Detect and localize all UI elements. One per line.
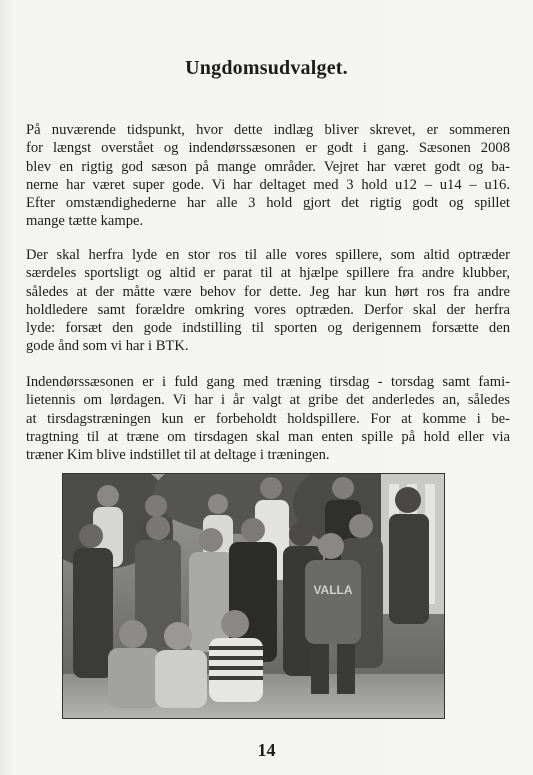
text-line: Efter omstændighederne har alle 3 hold gjort det rigtig godt og spillet <box>26 195 510 212</box>
text-line: gode ånd som vi har i BTK. <box>26 338 189 355</box>
text-line: træner Kim blive indstillet til at deltage i træningen. <box>26 447 330 464</box>
text-line: Indendørssæsonen er i fuld gang med træning tirsdag - torsdag samt fami- <box>26 374 510 390</box>
text-line: at tirsdagstræningen kun er forbeholdt holdspillere. For at komme i be- <box>26 410 510 427</box>
text-line: for længst overstået og indendørssæsonen er godt i gang. Sæsonen 2008 <box>26 140 510 157</box>
paragraph-2 <box>26 246 510 356</box>
text-line: nerne har været super gode. Vi har deltaget med 3 hold u12 – u14 – u16. <box>26 176 510 193</box>
text-line: holdledere samt forældre omkring vores optræden. Derfor skal der herfra <box>26 301 510 318</box>
text-line: således at der måtte være behov for dette. Jeg har kun hørt ros fra andre <box>26 283 510 300</box>
text-line: særdeles sportsligt og altid er parat til at hjælpe spillere fra andre klubber, <box>26 265 510 282</box>
group-photo-illustration <box>63 474 444 718</box>
page-title: Ungdomsudvalget. <box>185 57 348 79</box>
group-photo <box>62 473 445 719</box>
text-line: blev en rigtig god sæson på mange områder. Vejret har været godt og ba- <box>26 158 510 175</box>
text-line: Der skal herfra lyde en stor ros til alle vores spillere, som altid optræder <box>26 247 510 263</box>
text-line: lyde: forsæt den gode indstilling til sporten og derigennem forsætte den <box>26 320 510 337</box>
text-line: tragtning til at træne om tirsdagen skal man enten spille på hold eller via <box>26 428 510 445</box>
jacket-print: VALLA <box>313 583 353 597</box>
paragraph-1 <box>26 121 510 231</box>
text-line: mange tætte kampe. <box>26 213 144 230</box>
paragraph-3 <box>26 373 510 464</box>
text-line: lietennis om lørdagen. Vi har i år valgt at gribe det anderledes an, således <box>26 392 510 409</box>
text-line: På nuværende tidspunkt, hvor dette indlæg bliver skrevet, er sommeren <box>26 122 510 138</box>
page-number: 14 <box>257 740 276 760</box>
